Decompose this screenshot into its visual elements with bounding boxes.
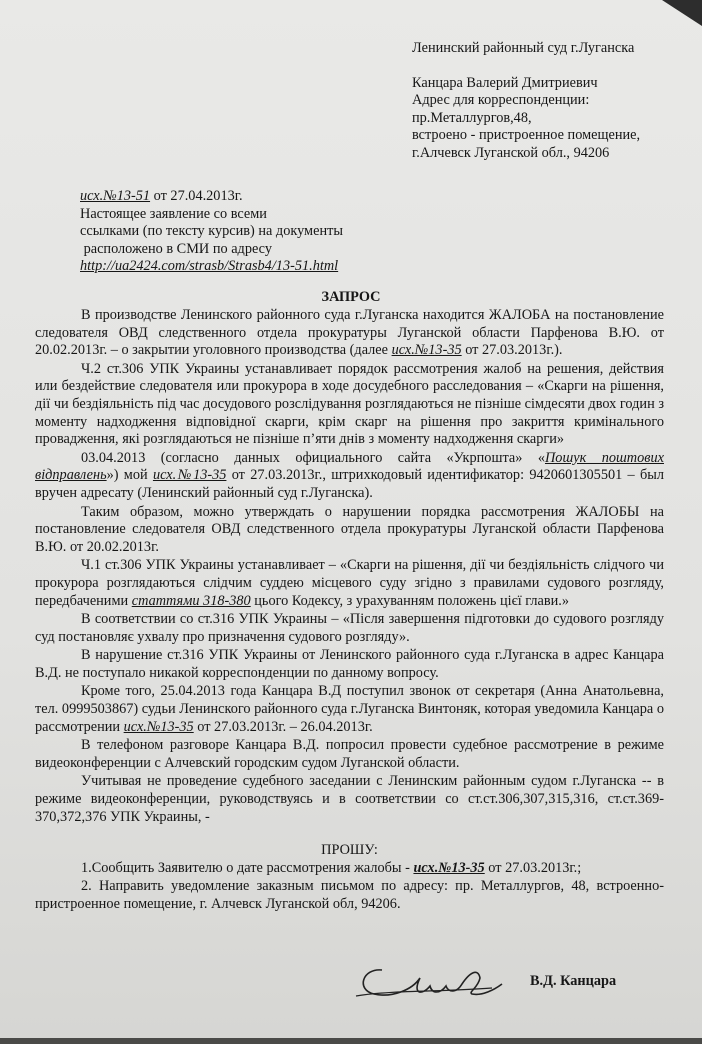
ref-link: исх.№13-35 [123,718,194,735]
paragraph-8: Кроме того, 25.04.2013 года Канцара В.Д поступил звонок от секретаря (Анна Анатольевна, тел. 0999503867) судьи Ленинского районного суда г.Луганска Винтоняк, которая уведомила Канцара о рассмотрении исх.№13-35 от 27.03.2013г. – 26.04.2013г. [35,683,664,735]
address-label: Адрес для корреспонденции: [412,92,590,109]
source-link[interactable]: http://ua2424.com/strasb/Strasb4/13-51.html [80,258,339,275]
page-bottom-edge [0,1038,702,1044]
handwritten-signature [352,960,512,1004]
ref-number: исх.№13-51 [80,188,151,204]
ref-link: исх.№13-35 [152,467,227,484]
request-item-2: 2. Направить уведомление заказным письмом по адресу: пр. Металлургов, 48, встроенно-пристроенное помещение, г. Алчевск Луганской обл, 94206. [35,878,664,912]
paragraph-5: Ч.1 ст.306 УПК Украины устанавливает – «Скарги на рішення, дії чи бездіяльність слідчого чи прокурора розглядаються слідчим суддею місцевого суду згідно з правилами судового розгляду, передбаченими статтями 318-380 цього Кодексу, з урахуванням положень цієї глави.» [35,557,664,609]
page-corner-shadow [662,0,702,26]
request-item-1: 1.Сообщить Заявителю о дате рассмотрения жалобы - исх.№13-35 от 27.03.2013г.; [81,859,582,876]
paragraph-10: Учитывая не проведение судебного заседании с Ленинским районным судом г.Луганска -- в режиме видеоконференции, руководствуясь и в соответствии со ст.ст.306,307,315,316, ст.ст.369-370,372,376 УПК Украины, - [35,773,664,825]
paragraph-2: Ч.2 ст.306 УПК Украины устанавливает порядок рассмотрения жалоб на решения, действия или бездействие следователя или прокурора в ходе досудебного расследования – «Скарги на рішення, дії чи бездіяльність під час досудового розслідування розглядаються не пізніше сімдесяти двох годин з моменту надходження відповідної скарги, крім скарг на рішення про закриття кримінального провадження, які розглядаються не пізніше п’яти днів з моменту надходження скарги» [35,360,664,448]
paragraph-7: В нарушение ст.316 УПК Украины от Ленинского районного суда г.Луганска в адрес Канцара В.Д. не поступало никакой корреспонденции по данному вопросу. [35,647,664,681]
meta-line-3: расположено в СМИ по адресу [80,240,272,257]
paragraph-6: В соответствии со ст.316 УПК Украины – «Після завершення підготовки до судового розгляду суд постановляє ухвалу про призначення судового розгляду». [35,611,664,645]
address-city: г.Алчевск Луганской обл., 94206 [412,144,610,161]
reference-block [80,188,380,276]
document-body [35,307,664,914]
meta-line-1: Настоящее заявление со всеми [80,205,267,222]
ref-link: исх.№13-35 [391,342,462,359]
paragraph-9: В телефоном разговоре Канцара В.Д. попросил провести судебное рассмотрение в режиме видеоконференции с Алчевский городским судом Луганской области. [35,737,664,771]
sender-name: Канцара Валерий Дмитриевич [412,74,598,91]
paragraph-4: Таким образом, можно утверждать о нарушении порядка рассмотрения ЖАЛОБЫ на постановление следователя ОВД следственного отдела прокуратуры Луганской области Парфенова В.Ю. от 20.02.2013г. [35,503,664,555]
request-list [35,860,664,914]
ref-date: от 27.04.2013г. [150,188,243,204]
meta-line-2: ссылками (по тексту курсив) на документы [80,223,343,240]
request-heading: ПРОШУ: [321,842,378,859]
paragraph-3: 03.04.2013 (согласно данных официального сайта «Укрпошта» «Пошук поштових відправлень») мой исх.№13-35 от 27.03.2013г., штрихкодовый идентификатор: 9420601305501 – был вручен адресату (Ленинский районный суд г.Луганска). [35,449,664,501]
addressee-block [412,40,682,163]
ukrposhta-link[interactable]: Пошук поштових відправлень [35,449,664,484]
ref-link: исх.№13-35 [413,859,485,876]
signature-name: В.Д. Канцара [530,973,617,989]
address-street: пр.Металлургов,48, [412,109,532,126]
recipient: Ленинский районный суд г.Луганска [412,40,635,56]
address-premises: встроено - пристроенное помещение, [412,127,641,144]
articles-link[interactable]: статтями 318-380 [131,592,251,609]
paragraph-1: В производстве Ленинского районного суда г.Луганска находится ЖАЛОБА на постановление следователя ОВД следственного отдела прокуратуры Луганской области Парфенова В.Ю. от 20.02.2013г. – о закрытии уголовного производства (далее исх.№13-35 от 27.03.2013г.). [35,307,664,359]
document-title: ЗАПРОС [321,289,381,305]
